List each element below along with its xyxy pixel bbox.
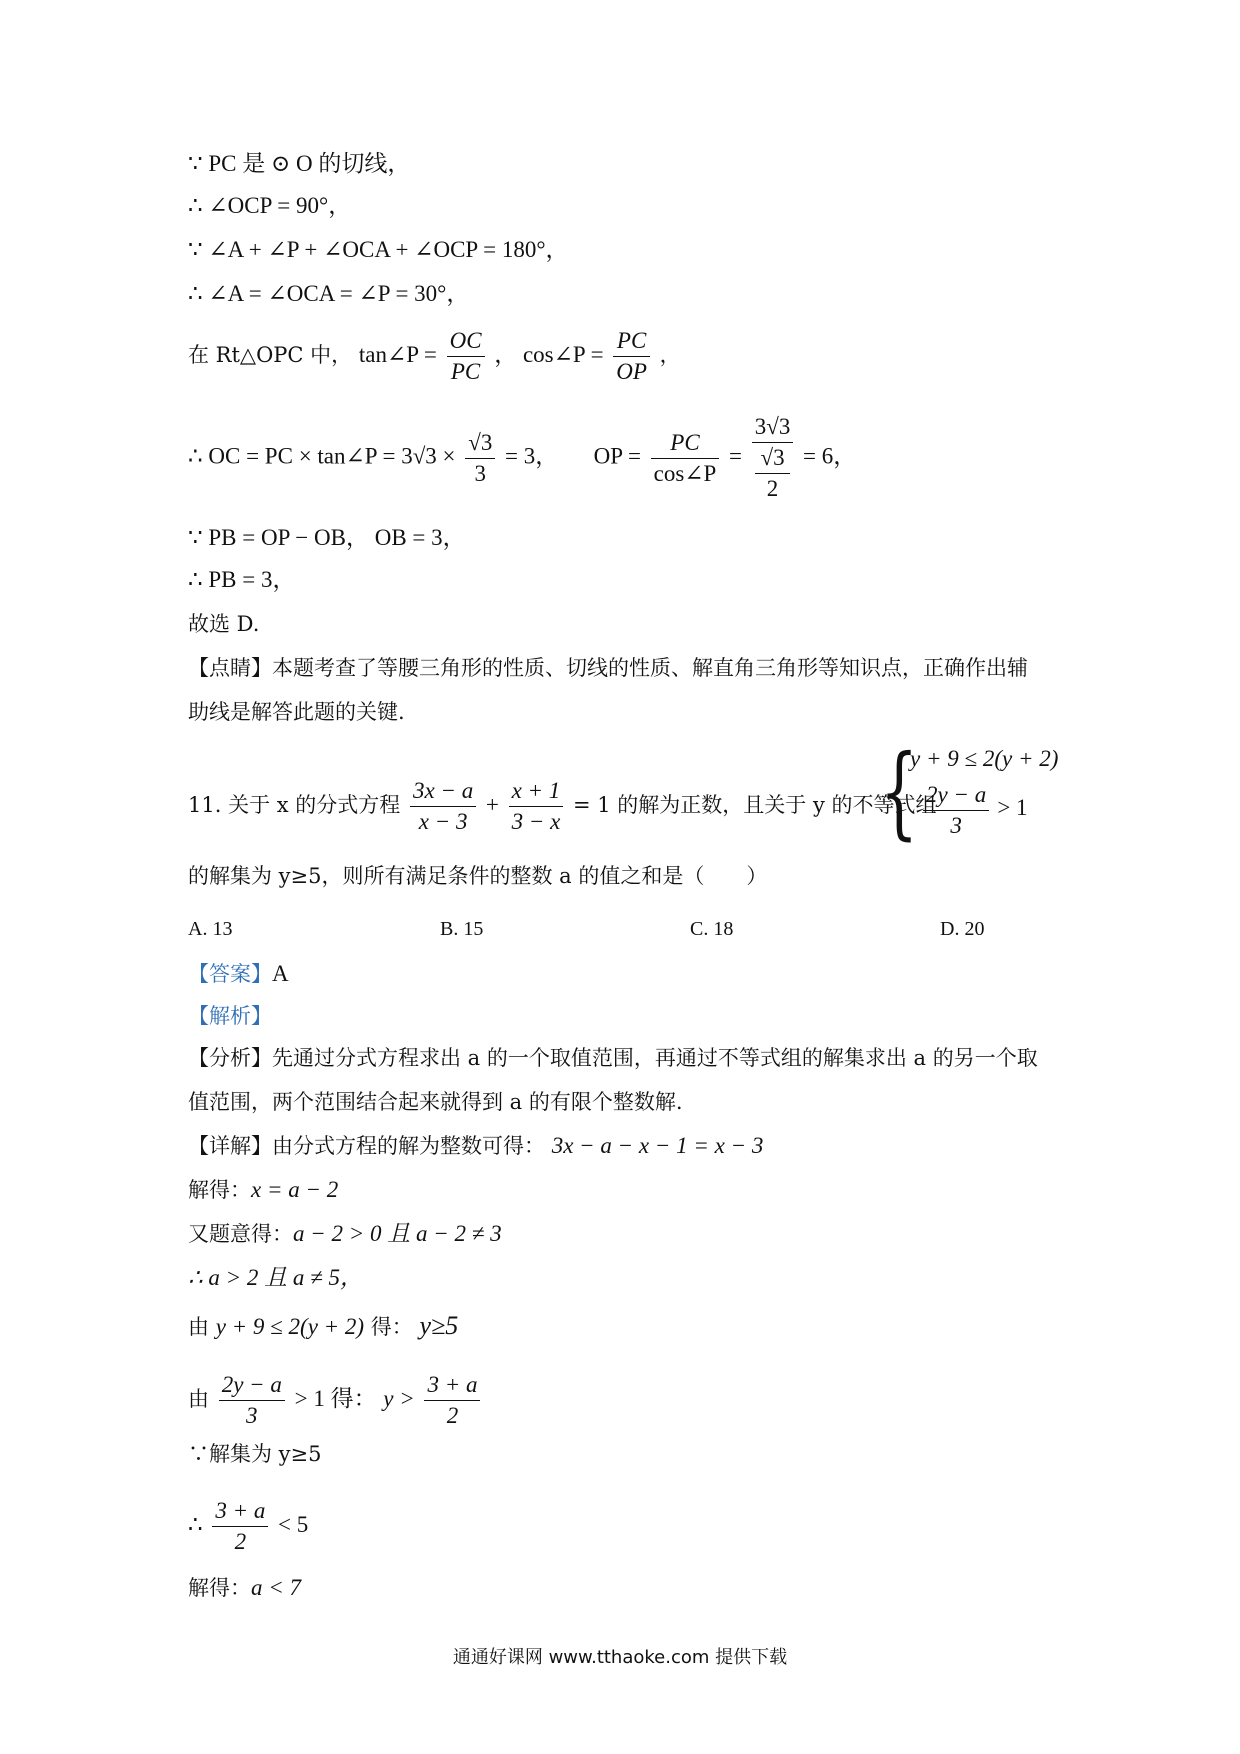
fraction-sqrt3-3: $\frac{√3}{3}$	[465, 428, 495, 489]
choice-a: A. 13	[188, 918, 233, 940]
inequality-2: $\frac{2y - a}{3}$ > 1	[920, 780, 1028, 841]
solution-line-6: ∴ OC = PC × tan∠P = 3√3 × $\frac{√3}{3}$ = 3， OP = $\frac{PC}{\cos\angle P}$ = 3√3 √3 2 = 6，	[188, 412, 856, 504]
step-3: ∴ a > 2 且 a ≠ 5，	[188, 1265, 364, 1290]
solution-line-3: ∵ ∠A + ∠P + ∠OCA + ∠OCP = 180°，	[188, 237, 569, 262]
fraction-oc-pc: $\frac{OC}{PC}$	[447, 326, 485, 387]
solution-line-4: ∴ ∠A = ∠OCA = ∠P = 30°，	[188, 281, 470, 306]
step-4: 由 y + 9 ≤ 2(y + 2) 得： y≥5	[188, 1311, 459, 1340]
answer-line: 【答案】A	[188, 961, 289, 986]
fraction-pc-op: $\frac{PC}{OP}$	[613, 326, 650, 387]
step-8: 解得：a < 7	[188, 1575, 302, 1600]
fraction-3x-a: $\frac{3x - a}{x - 3}$	[410, 776, 476, 837]
fraction-pc-cosp: $\frac{PC}{\cos\angle P}$	[651, 428, 720, 489]
step-7: ∴ $\frac{3 + a}{2}$ < 5	[188, 1498, 309, 1554]
fraction-compound: 3√3 √3 2	[752, 412, 794, 504]
solution-line-5: 在 Rt△OPC 中， tan∠P = $\frac{OC}{PC}$ ， cos∠P = $\frac{PC}{OP}$ ，	[188, 326, 681, 387]
fraction-x-plus-1: $\frac{x + 1}{3 - x}$	[509, 776, 564, 837]
fenxi-line-2: 值范围，两个范围结合起来就得到 a 的有限个整数解.	[188, 1090, 683, 1114]
inequality-1: y + 9 ≤ 2(y + 2)	[910, 746, 1059, 771]
solution-line-7: ∵ PB = OP − OB， OB = 3，	[188, 525, 466, 550]
fenxi-line-1: 【分析】先通过分式方程求出 a 的一个取值范围，再通过不等式组的解集求出 a 的另一个取	[188, 1046, 1038, 1070]
xiangjie-line: 【详解】由分式方程的解为整数可得： 3x − a − x − 1 = x − 3	[188, 1133, 764, 1158]
choice-c: C. 18	[690, 918, 734, 940]
left-brace: {	[880, 733, 919, 850]
step-5: 由 $\frac{2y - a}{3}$ > 1 得： y > $\frac{3 + a}{2}$	[188, 1370, 483, 1431]
choice-d: D. 20	[940, 918, 985, 940]
analysis-header: 【解析】	[188, 1004, 272, 1028]
question-11-continuation: 的解集为 y≥5，则所有满足条件的整数 a 的值之和是（ ）	[188, 864, 768, 888]
choice-b: B. 15	[440, 918, 484, 940]
solution-line-9: 故选 D.	[188, 612, 260, 636]
question-11: 11. 关于 x 的分式方程 $\frac{3x - a}{x - 3}$ + $\frac{x + 1}{3 - x}$ = 1 的解为正数，且关于 y 的不等式组	[188, 776, 937, 837]
page-footer: 通通好课网 www.tthaoke.com 提供下载	[452, 1647, 788, 1668]
remark-line-1: 【点睛】本题考查了等腰三角形的性质、切线的性质、解直角三角形等知识点，正确作出辅	[188, 656, 1028, 680]
solution-line-2: ∴ ∠OCP = 90°，	[188, 193, 352, 218]
solution-line-1: ∵ PC 是 ⊙ O 的切线，	[188, 151, 411, 176]
step-2: 又题意得：a − 2 > 0 且 a − 2 ≠ 3	[188, 1221, 502, 1246]
solution-line-8: ∴ PB = 3，	[188, 567, 296, 592]
step-1: 解得：x = a − 2	[188, 1177, 339, 1202]
remark-line-2: 助线是解答此题的关键.	[188, 700, 405, 724]
step-6: ∵解集为 y≥5	[188, 1442, 322, 1466]
